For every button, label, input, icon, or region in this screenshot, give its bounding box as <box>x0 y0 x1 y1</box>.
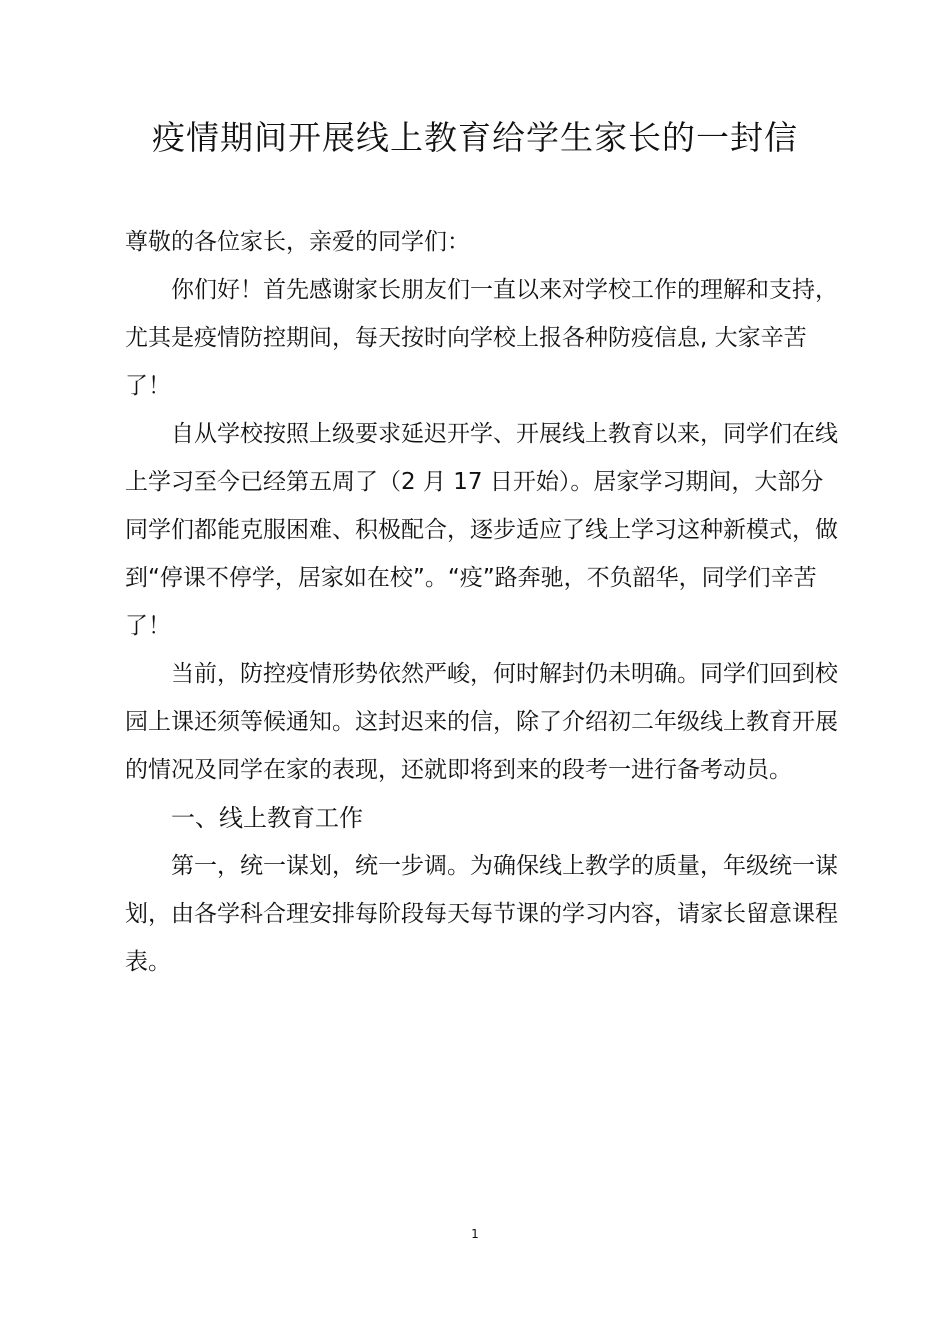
letter-body <box>125 218 845 986</box>
paragraph-current-situation: 当前，防控疫情形势依然严峻，何时解封仍未明确。同学们回到校园上课还须等候通知。这封迟来的信，除了介绍初二年级线上教育开展的情况及同学在家的表现，还就即将到来的段考一进行备考动员。 <box>125 661 838 783</box>
paragraph-online-learning: 自从学校按照上级要求延迟开学、开展线上教育以来，同学们在线上学习至今已经第五周了（2 月 17 日开始）。居家学习期间，大部分同学们都能克服困难、积极配合，逐步适应了线上学习这种新模式，做到“停课不停学，居家如在校”。“疫”路奔驰，不负韶华，同学们辛苦了！ <box>125 421 838 639</box>
paragraph-greeting: 你们好！首先感谢家长朋友们一直以来对学校工作的理解和支持，尤其是疫情防控期间，每天按时向学校上报各种防疫信息, 大家辛苦了！ <box>125 277 838 399</box>
salutation: 尊敬的各位家长，亲爱的同学们： <box>125 229 470 255</box>
document-title: 疫情期间开展线上教育给学生家长的一封信 <box>152 118 798 157</box>
section-heading: 一、线上教育工作 <box>171 804 363 832</box>
section-paragraph: 第一，统一谋划，统一步调。为确保线上教学的质量，年级统一谋划，由各学科合理安排每阶段每天每节课的学习内容，请家长留意课程表。 <box>125 853 838 975</box>
page-number: 1 <box>471 1227 479 1241</box>
